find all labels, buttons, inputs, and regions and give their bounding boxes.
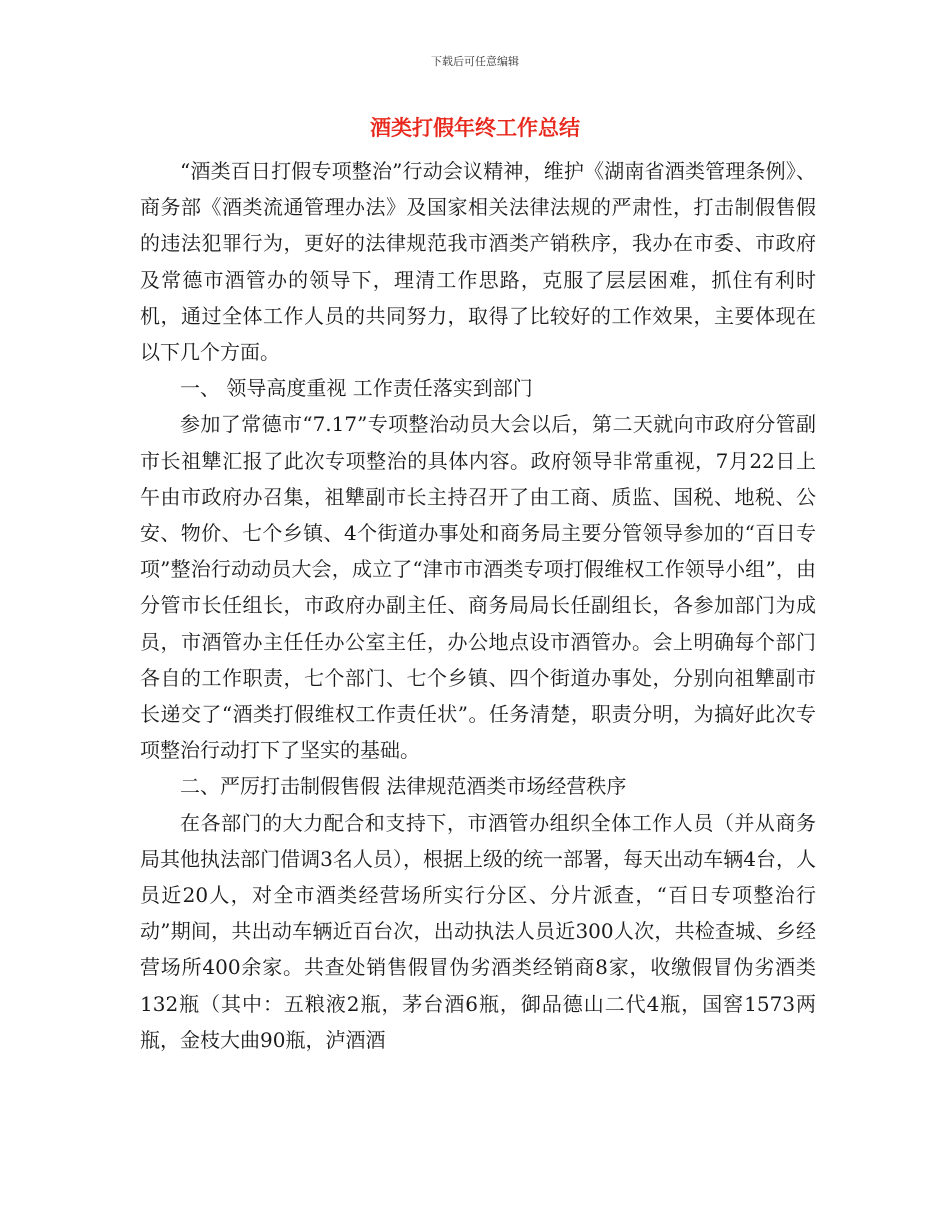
page-header-note: 下载后可任意编辑: [431, 55, 519, 68]
document-body: [140, 153, 816, 1058]
section-1-paragraph: 参加了常德市“7.17”专项整治动员大会以后，第二天就向市政府分管副市长祖犨汇报了此次专项整治的具体内容。政府领导非常重视，7月22日上午由市政府办召集，祖犨副市长主持召开了由工商、质监、国税、地税、公安、物价、七个乡镇、4个街道办事处和商务局主要分管领导参加的“百日专项”整治行动动员大会，成立了“津市市酒类专项打假维权工作领导小组”，由分管市长任组长，市政府办副主任、商务局局长任副组长，各参加部门为成员，市酒管办主任任办公室主任，办公地点设市酒管办。会上明确每个部门各自的工作职责，七个部门、七个乡镇、四个街道办事处，分别向祖犨副市长递交了“酒类打假维权工作责任状”。任务清楚，职责分明，为搞好此次专项整治行动打下了坚实的基础。: [140, 412, 816, 763]
section-heading-2: 二、严厉打击制假售假 法律规范酒类市场经营秩序: [180, 774, 627, 799]
section-2-paragraph: 在各部门的大力配合和支持下，市酒管办组织全体工作人员（并从商务局其他执法部门借调3名人员），根据上级的统一部署，每天出动车辆4台，人员近20人，对全市酒类经营场所实行分区、分片派查，“百日专项整治行动”期间，共出动车辆近百台次，出动执法人员近300人次，共检查城、乡经营场所400余家。共查处销售假冒伪劣酒类经销商8家，收缴假冒伪劣酒类132瓶（其中：五粮液2瓶，茅台酒6瓶，御品德山二代4瓶，国窖1573两瓶，金枝大曲90瓶，泸酒酒: [140, 810, 816, 1052]
document-title: 酒类打假年终工作总结: [370, 116, 580, 140]
intro-paragraph: “酒类百日打假专项整治”行动会议精神，维护《湖南省酒类管理条例》、商务部《酒类流通管理办法》及国家相关法律法规的严肃性，打击制假售假的违法犯罪行为，更好的法律规范我市酒类产销秩序，我办在市委、市政府及常德市酒管办的领导下，理清工作思路，克服了层层困难，抓住有利时机，通过全体工作人员的共同努力，取得了比较好的工作效果，主要体现在以下几个方面。: [140, 159, 816, 365]
section-heading-1: 一、 领导高度重视 工作责任落实到部门: [180, 376, 533, 401]
